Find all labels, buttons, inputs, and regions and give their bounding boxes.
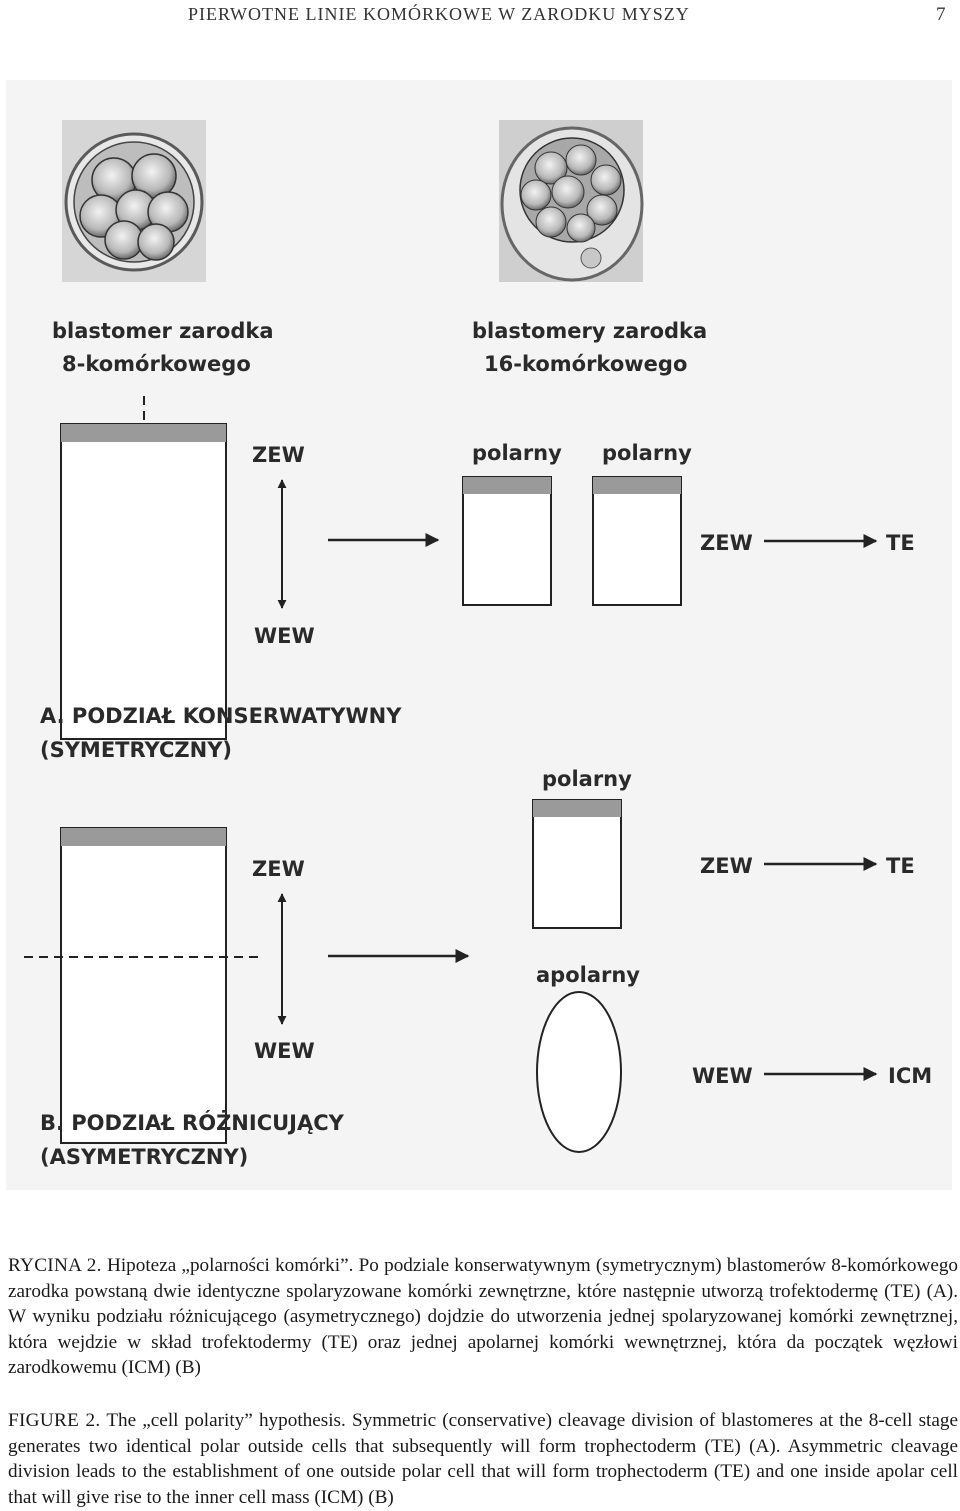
panel-a	[40, 396, 915, 762]
photo-left-label-line2: 8-komórkowego	[62, 352, 251, 376]
polar-cap-b-daughter	[533, 800, 621, 817]
caption-polish	[8, 1253, 958, 1381]
daughter-cell-a-left	[463, 477, 551, 605]
panel-b-polar-label: polarny	[542, 767, 632, 791]
panel-b-outcome-top-from: ZEW	[700, 854, 753, 878]
figure-diagram	[6, 80, 952, 1190]
polar-cap-a	[61, 424, 226, 442]
panel-b-title-line1: B. PODZIAŁ RÓŻNICUJĄCY	[40, 1111, 344, 1135]
running-title: PIERWOTNE LINIE KOMÓRKOWE W ZARODKU MYSZY	[188, 4, 690, 24]
panel-a-outcome-from: ZEW	[700, 531, 753, 555]
panel-b-apolar-label: apolarny	[536, 963, 640, 987]
figure-panel	[6, 80, 952, 1190]
caption-english-label: FIGURE 2.	[8, 1410, 101, 1431]
daughter-cell-a-right	[593, 477, 681, 605]
panel-b-title-line2: (ASYMETRYCZNY)	[40, 1145, 249, 1169]
page-number: 7	[936, 4, 946, 25]
panel-b-axis-top: ZEW	[252, 857, 305, 881]
panel-b-axis-bottom: WEW	[254, 1039, 315, 1063]
panel-a-cell-left-label: polarny	[472, 441, 562, 465]
micrograph-8-cell	[62, 120, 206, 282]
polar-cap-a-right	[593, 477, 681, 494]
polar-cap-a-left	[463, 477, 551, 494]
panel-a-title-line1: A. PODZIAŁ KONSERWATYWNY	[40, 704, 402, 728]
panel-a-title-line2: (SYMETRYCZNY)	[40, 738, 232, 762]
photo-right-label-line1: blastomery zarodka	[472, 319, 708, 343]
photo-left-label-line1: blastomer zarodka	[52, 319, 274, 343]
caption-polish-text: Hipoteza „polarności komórki”. Po podziale konserwatywnym (symetrycznym) blastomerów 8-komórkowego zarodka powstaną dwie identyczne spolaryzowane komórki zewnętrzne, które następnie utworzą trofektodermę (TE) (A). W wyniku podziału różnicującego (asymetrycznego) dojdzie do utworzenia jednej spolaryzowanej komórki zewnętrznej, która wejdzie w skład trofektodermy (TE) oraz jednej apolarnej komórki wewnętrznej, która da początek węzłowi zarodkowemu (ICM) (B)	[8, 1255, 959, 1379]
panel-a-axis-top: ZEW	[252, 443, 305, 467]
panel-a-outcome-to: TE	[886, 531, 915, 555]
panel-a-cell-right-label: polarny	[602, 441, 692, 465]
panel-a-axis-bottom: WEW	[254, 624, 315, 648]
parent-cell-b	[61, 828, 226, 1143]
micrograph-16-cell	[499, 120, 643, 282]
daughter-cell-b-polar	[533, 800, 621, 928]
caption-english	[8, 1408, 958, 1510]
panel-b-outcome-bottom-from: WEW	[692, 1064, 753, 1088]
daughter-cell-b-apolar	[537, 992, 621, 1152]
caption-polish-label: RYCINA 2.	[8, 1255, 102, 1276]
panel-b-outcome-top-to: TE	[886, 854, 915, 878]
photo-right-label-line2: 16-komórkowego	[484, 352, 688, 376]
panel-b	[24, 767, 932, 1169]
caption-english-text: The „cell polarity” hypothesis. Symmetric (conservative) cleavage division of blastomeres at the 8-cell stage generates two identical polar outside cells that subsequently will form trophectoderm (TE) (A). Asymmetric cleavage division leads to the establishment of one outside polar cell that will form trophectoderm (TE) and one inside apolar cell that will give rise to the inner cell mass (ICM) (B)	[8, 1410, 958, 1508]
parent-cell-a	[61, 424, 226, 739]
panel-b-outcome-bottom-to: ICM	[888, 1064, 933, 1088]
polar-cap-b	[61, 828, 226, 846]
